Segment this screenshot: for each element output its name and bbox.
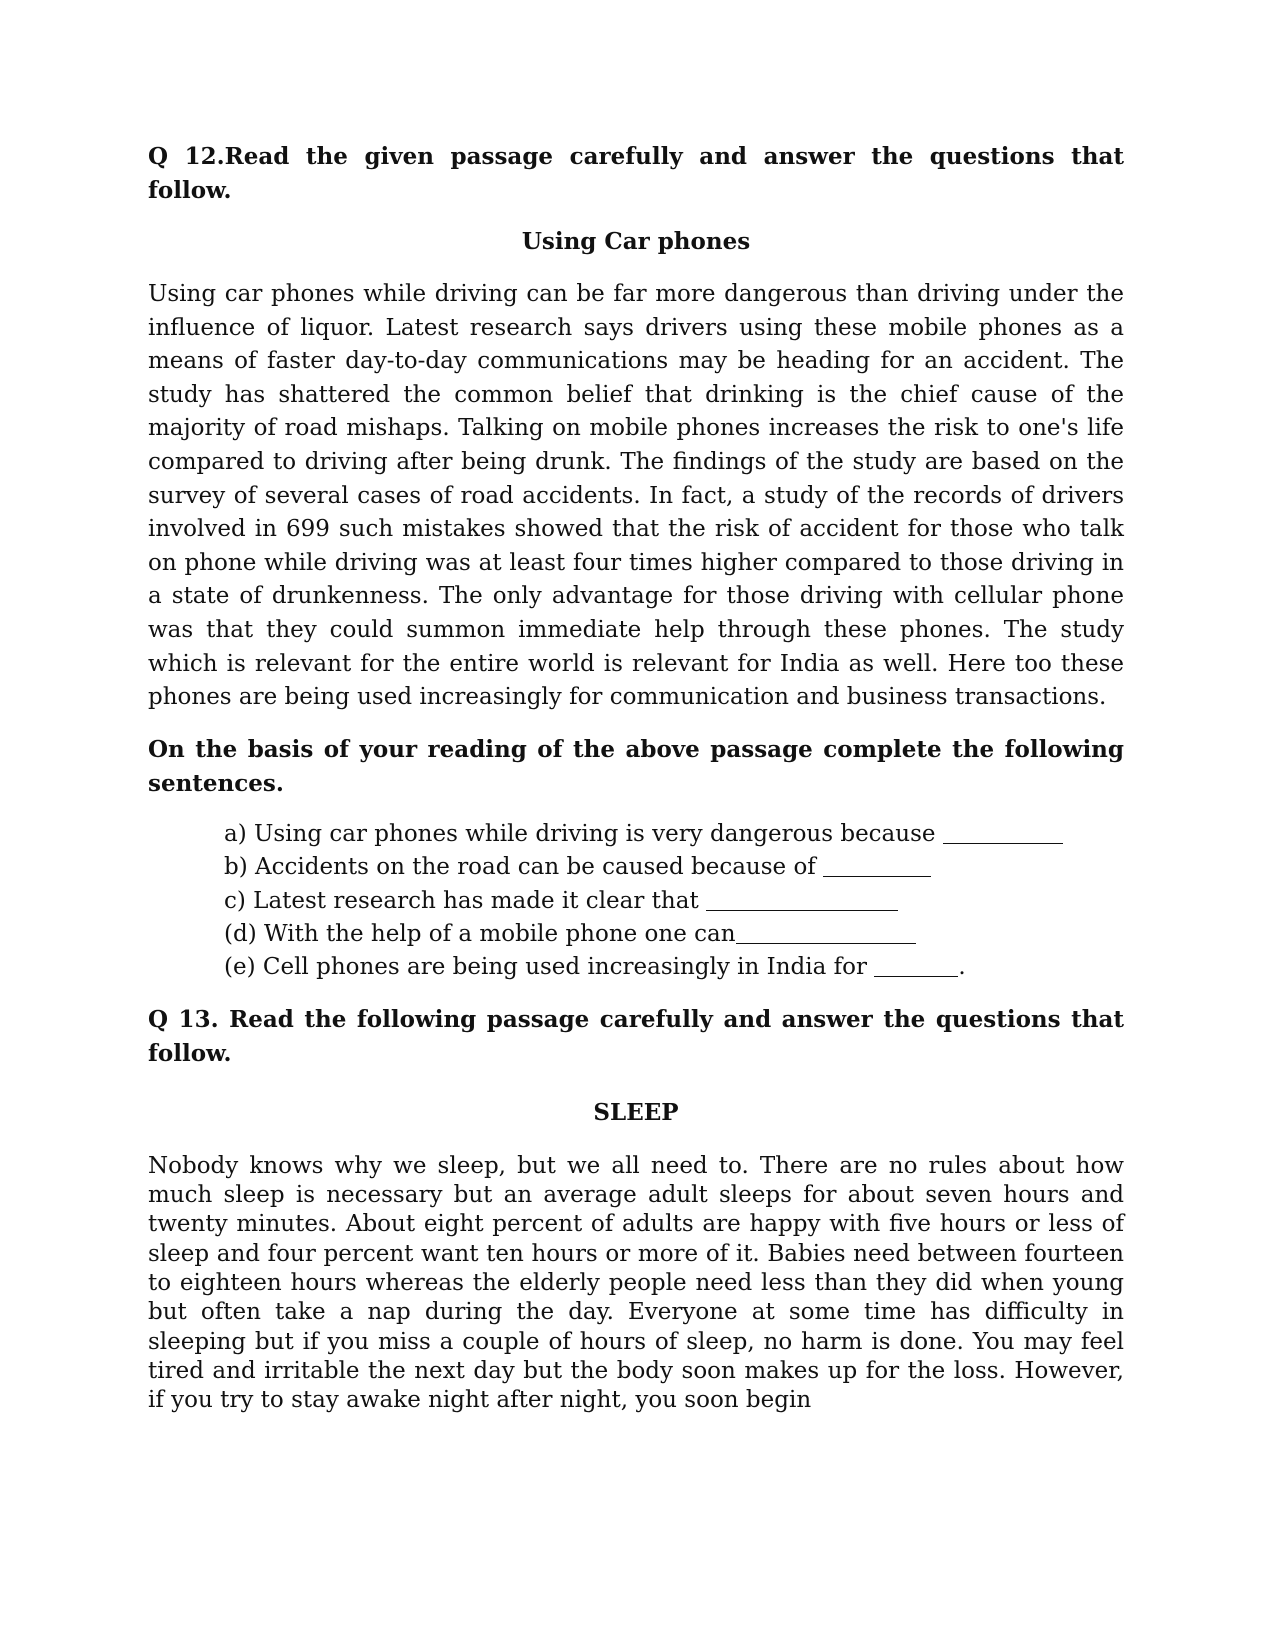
item-text: a) Using car phones while driving is very dangerous because — [224, 820, 943, 847]
answer-blank[interactable] — [943, 823, 1063, 844]
item-text: (d) With the help of a mobile phone one can — [224, 920, 736, 947]
item-text: b) Accidents on the road can be caused because of — [224, 854, 824, 881]
q13-heading: Q 13. Read the following passage carefully and answer the questions that follow. — [148, 1005, 1124, 1067]
item-text: (e) Cell phones are being used increasingly in India for — [224, 954, 875, 981]
q12-item-e — [224, 951, 1124, 984]
q12-item-c — [224, 885, 1124, 918]
item-after: . — [958, 954, 966, 981]
q13-passage: Nobody knows why we sleep, but we all need to. There are no rules about how much sleep is necessary but an average adult sleeps for about seven hours and twenty minutes. About eight percent of adults are happy with five hours or less of sleep and four percent want ten hours or more of it. Babies need between fourteen to eighteen hours whereas the elderly people need less than they did when young but often take a nap during the day. Everyone at some time has difficulty in sleeping but if you miss a couple of hours of sleep, no harm is done. You may feel tired and irritable the next day but the body soon makes up for the loss. However, if you try to stay awake night after night, you soon begin — [148, 1152, 1124, 1414]
q12-sentence-list — [148, 818, 1124, 985]
q12-title: Using Car phones — [521, 228, 751, 255]
q12-item-d — [224, 918, 1124, 951]
q12-instruction: On the basis of your reading of the above passage complete the following sentences. — [148, 735, 1124, 797]
q13-title: SLEEP — [593, 1098, 679, 1126]
answer-blank[interactable] — [823, 856, 931, 877]
q12-item-b — [224, 851, 1124, 884]
document-page — [148, 140, 1124, 1415]
q12-heading: Q 12.Read the given passage carefully and answer the questions that follow. — [148, 143, 1124, 204]
item-text: c) Latest research has made it clear that — [224, 887, 707, 914]
answer-blank[interactable] — [706, 890, 898, 911]
q12-item-a — [224, 818, 1124, 851]
answer-blank[interactable] — [874, 956, 958, 977]
q12-passage: Using car phones while driving can be far more dangerous than driving under the influence of liquor. Latest research says drivers using these mobile phones as a means of faster day-to-day communications may be heading for an accident. The study has shattered the common belief that drinking is the chief cause of the majority of road mishaps. Talking on mobile phones increases the risk to one's life compared to driving after being drunk. The findings of the study are based on the survey of several cases of road accidents. In fact, a study of the records of drivers involved in 699 such mistakes showed that the risk of accident for those who talk on phone while driving was at least four times higher compared to those driving in a state of drunkenness. The only advantage for those driving with cellular phone was that they could summon immediate help through these phones. The study which is relevant for the entire world is relevant for India as well. Here too these phones are being used increasingly for communication and business transactions. — [148, 281, 1124, 711]
answer-blank[interactable] — [736, 923, 916, 944]
